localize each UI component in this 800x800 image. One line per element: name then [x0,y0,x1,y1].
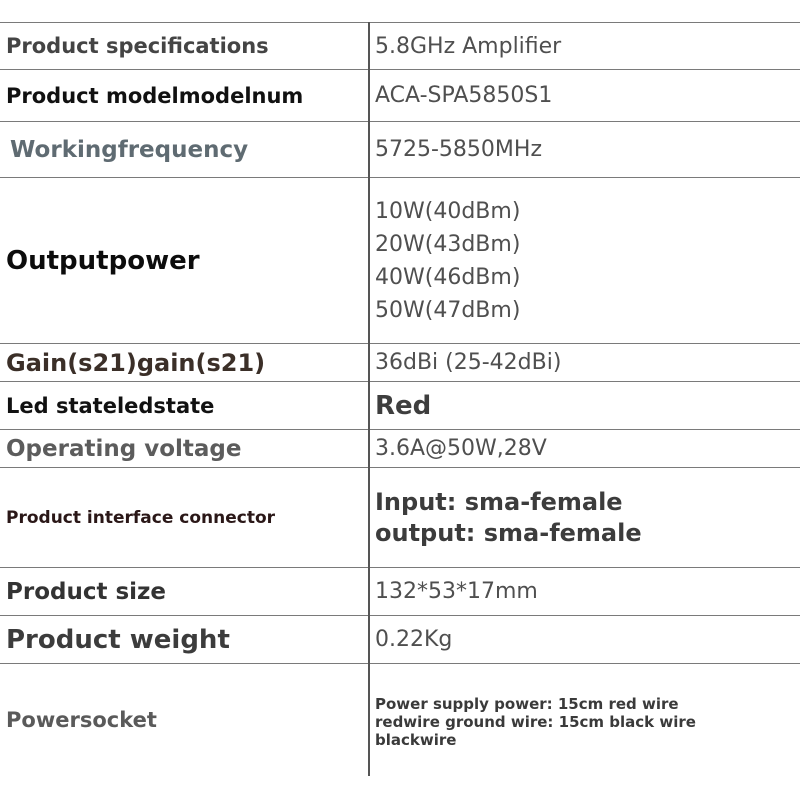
spec-table [0,22,800,776]
row-label: Product size [6,578,167,605]
row-value [375,122,795,177]
value-line: 40W(46dBm) [375,264,521,290]
row-label: Workingfrequency [10,136,249,163]
row-value [375,430,795,467]
value-line: Red [375,390,432,421]
row-label: Operating voltage [6,435,242,462]
table-row [0,70,800,122]
table-row [0,568,800,616]
value-line: 132*53*17mm [375,579,538,604]
value-line: 20W(43dBm) [375,231,521,257]
row-label: Powersocket [6,708,157,732]
table-row [0,616,800,664]
table-row [0,344,800,382]
table-row [0,22,800,70]
row-value [375,344,795,381]
value-line: Input: sma-female [375,487,623,516]
table-row [0,430,800,468]
row-value [375,382,795,429]
row-value [375,23,795,69]
value-line: 0.22Kg [375,627,453,652]
row-value [375,468,795,567]
row-label: Gain(s21)gain(s21) [6,348,266,377]
value-line: 5725-5850MHz [375,137,542,162]
value-line: 36dBi (25-42dBi) [375,350,562,375]
column-divider [368,22,370,776]
value-line: blackwire [375,731,457,749]
row-value [375,616,795,663]
row-value [375,70,795,121]
value-line: 50W(47dBm) [375,297,521,323]
value-line: Power supply power: 15cm red wire [375,695,679,713]
row-label: Product weight [6,624,230,655]
table-row [0,382,800,430]
value-line: 3.6A@50W,28V [375,436,547,461]
value-line: output: sma-female [375,518,642,547]
row-label: Led stateledstate [6,393,215,418]
table-row [0,122,800,178]
table-row [0,178,800,344]
row-label: Product interface connector [6,507,276,528]
row-value [375,178,795,343]
row-value [375,568,795,615]
row-label: Product specifications [6,34,269,58]
table-row [0,664,800,776]
row-label: Product modelmodelnum [6,83,304,108]
value-line: redwire ground wire: 15cm black wire [375,713,696,731]
row-label: Outputpower [6,245,200,276]
table-row [0,468,800,568]
value-line: 10W(40dBm) [375,198,521,224]
row-value [375,664,795,776]
value-line: ACA-SPA5850S1 [375,83,553,108]
value-line: 5.8GHz Amplifier [375,33,562,59]
